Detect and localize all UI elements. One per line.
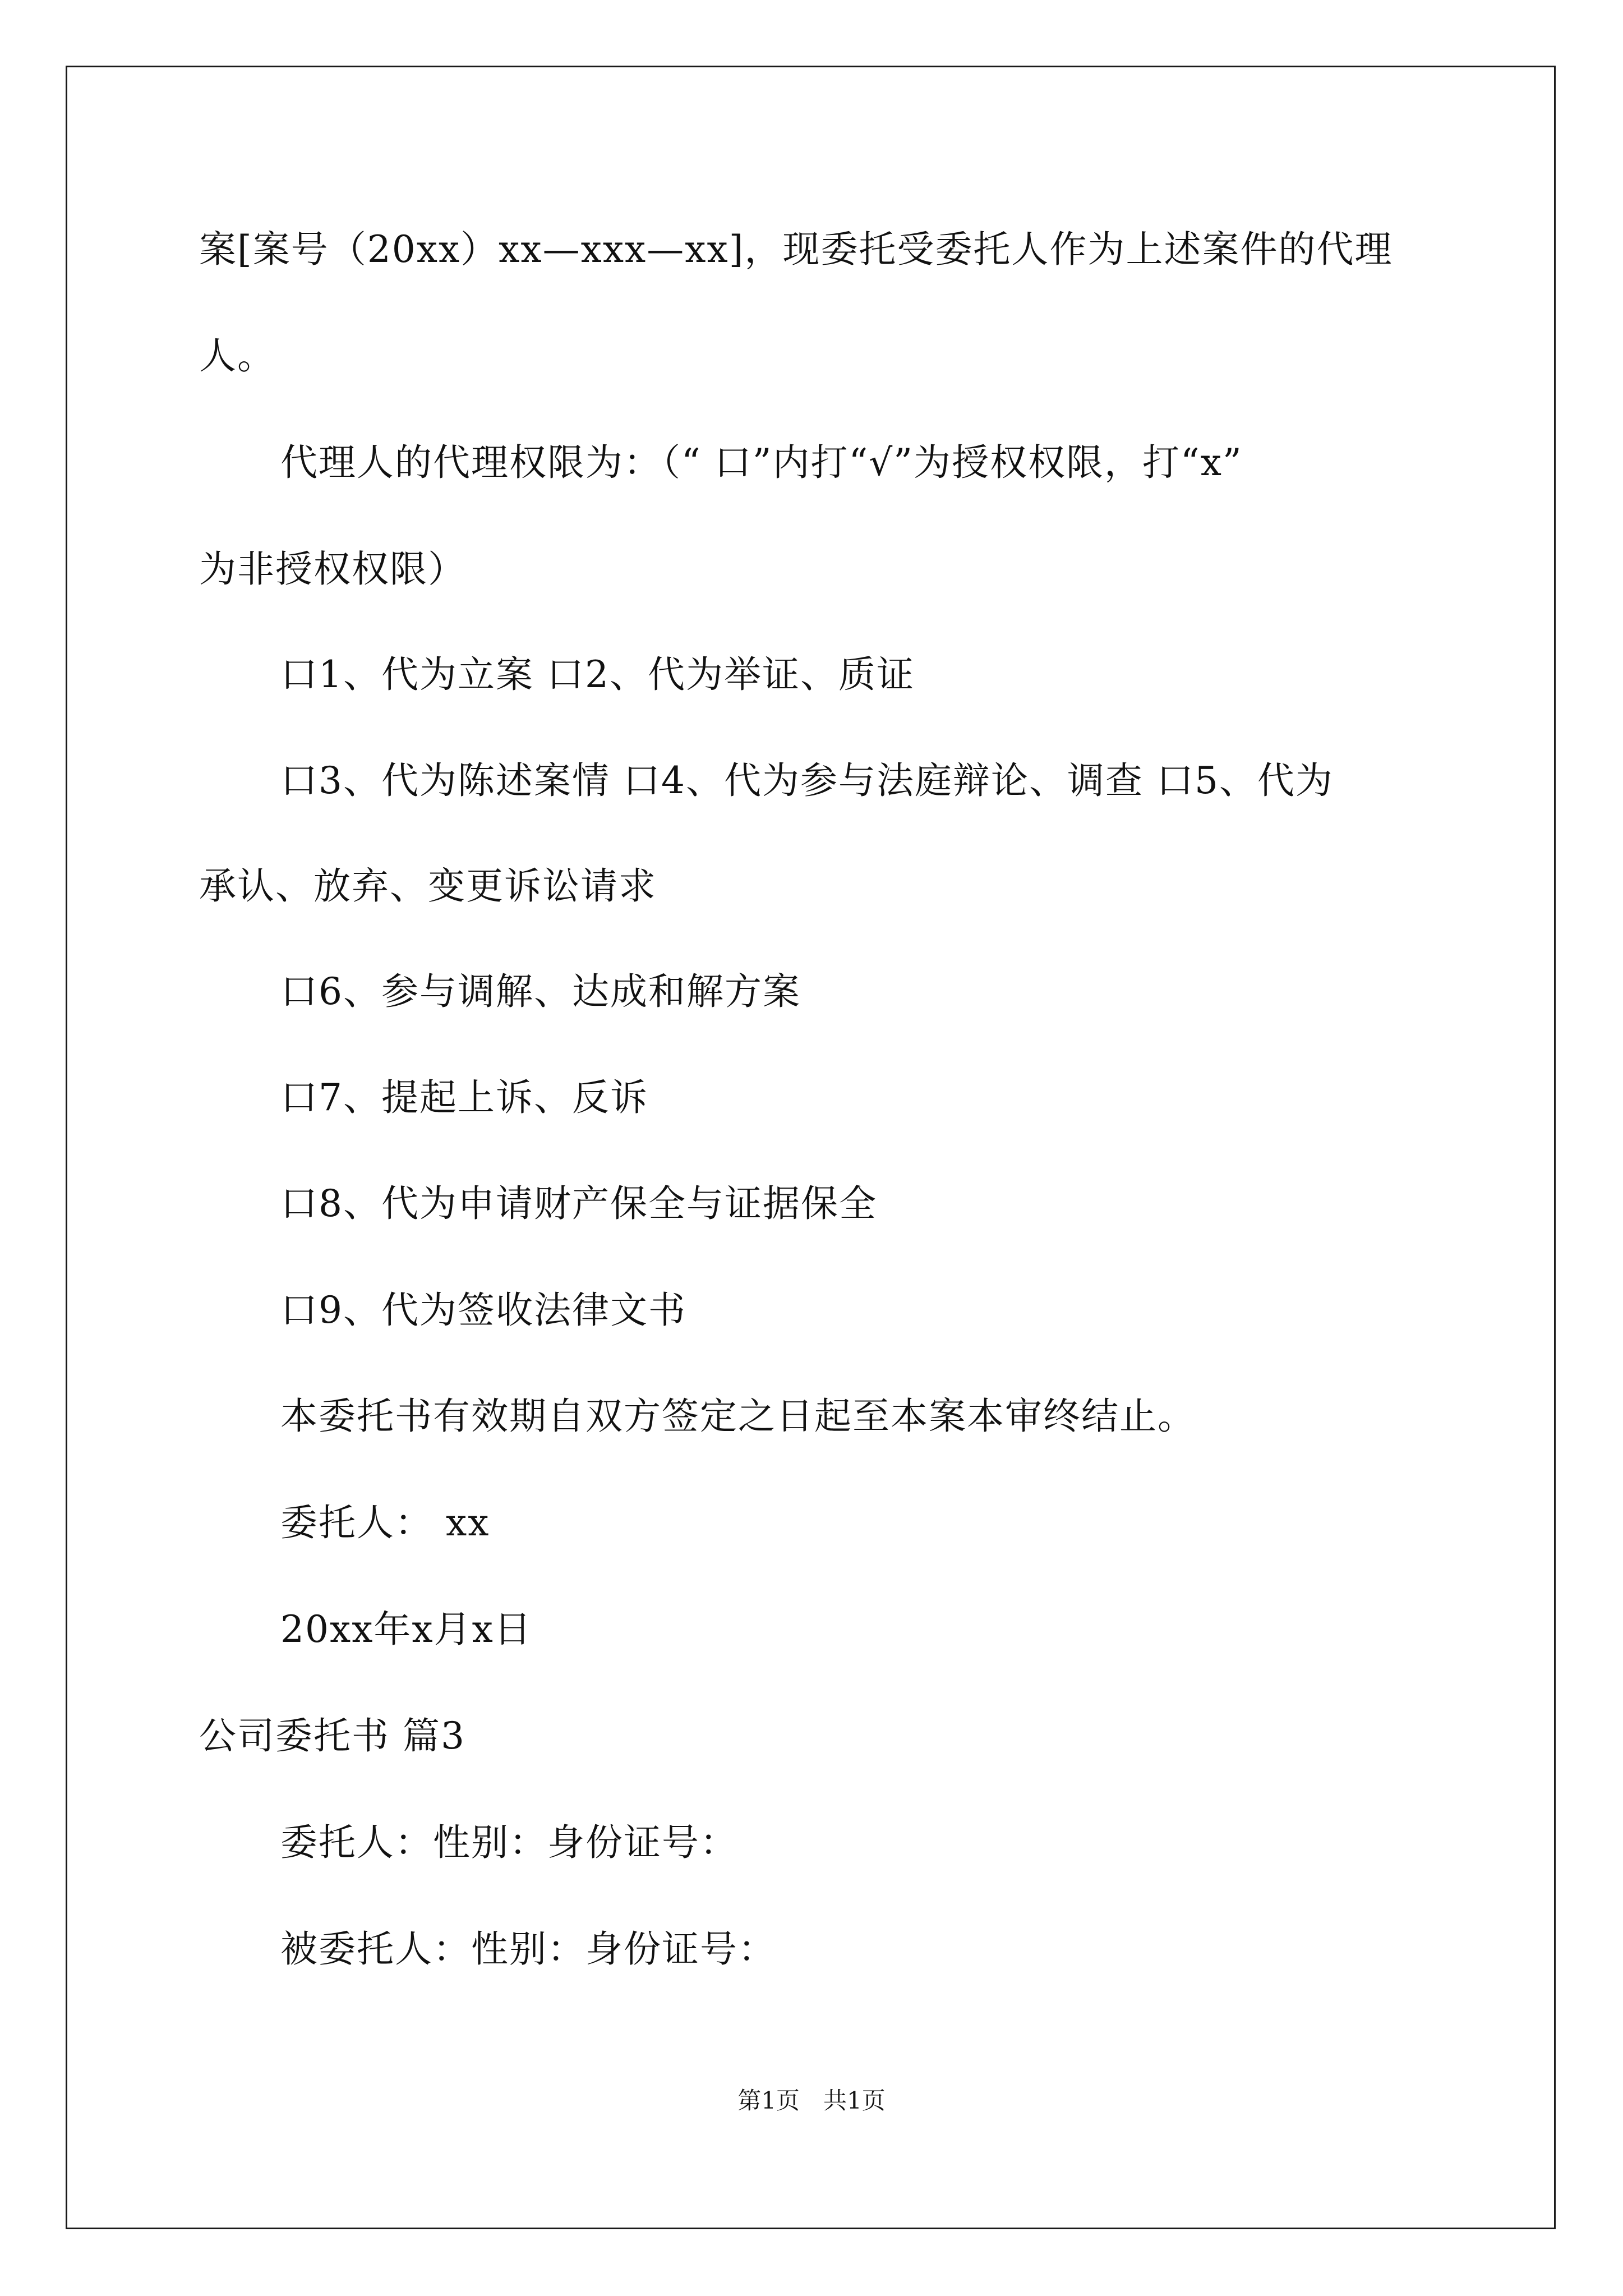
page-footer: 第1页 共1页: [737, 2087, 886, 2114]
text-line-authority: 代理人的代理权限为：（“ 口”内打“√”为授权权限，打“x”: [280, 441, 1243, 484]
authority-item-8: 口8、代为申请财产保全与证据保全: [280, 1182, 877, 1225]
date-line: 20xx年x月x日: [280, 1608, 532, 1651]
authority-item-6: 口6、参与调解、达成和解方案: [280, 970, 801, 1013]
principal-signature-line: 委托人： xx: [280, 1501, 490, 1544]
authority-item-1-2: 口1、代为立案 口2、代为举证、质证: [280, 653, 915, 696]
section-heading: 公司委托书 篇3: [199, 1714, 465, 1757]
authority-item-3-5: 口3、代为陈述案情 口4、代为参与法庭辩论、调查 口5、代为: [280, 759, 1334, 802]
principal-info-line: 委托人：性别：身份证号：: [280, 1821, 738, 1864]
text-line-non-authority: 为非授权权限）: [199, 547, 466, 591]
agent-info-line: 被委托人：性别：身份证号：: [280, 1927, 776, 1971]
authority-item-9: 口9、代为签收法律文书: [280, 1289, 686, 1332]
text-line-case-number: 案[案号（20xx）xx—xxx—xx]，现委托受委托人作为上述案件的代理: [199, 228, 1393, 271]
page-border: [66, 66, 1556, 2229]
authority-item-7: 口7、提起上诉、反诉: [280, 1076, 648, 1119]
validity-statement: 本委托书有效期自双方签定之日起至本案本审终结止。: [280, 1395, 1196, 1438]
authority-item-5-continued: 承认、放弃、变更诉讼请求: [199, 864, 657, 908]
text-line-agent: 人。: [199, 334, 275, 378]
